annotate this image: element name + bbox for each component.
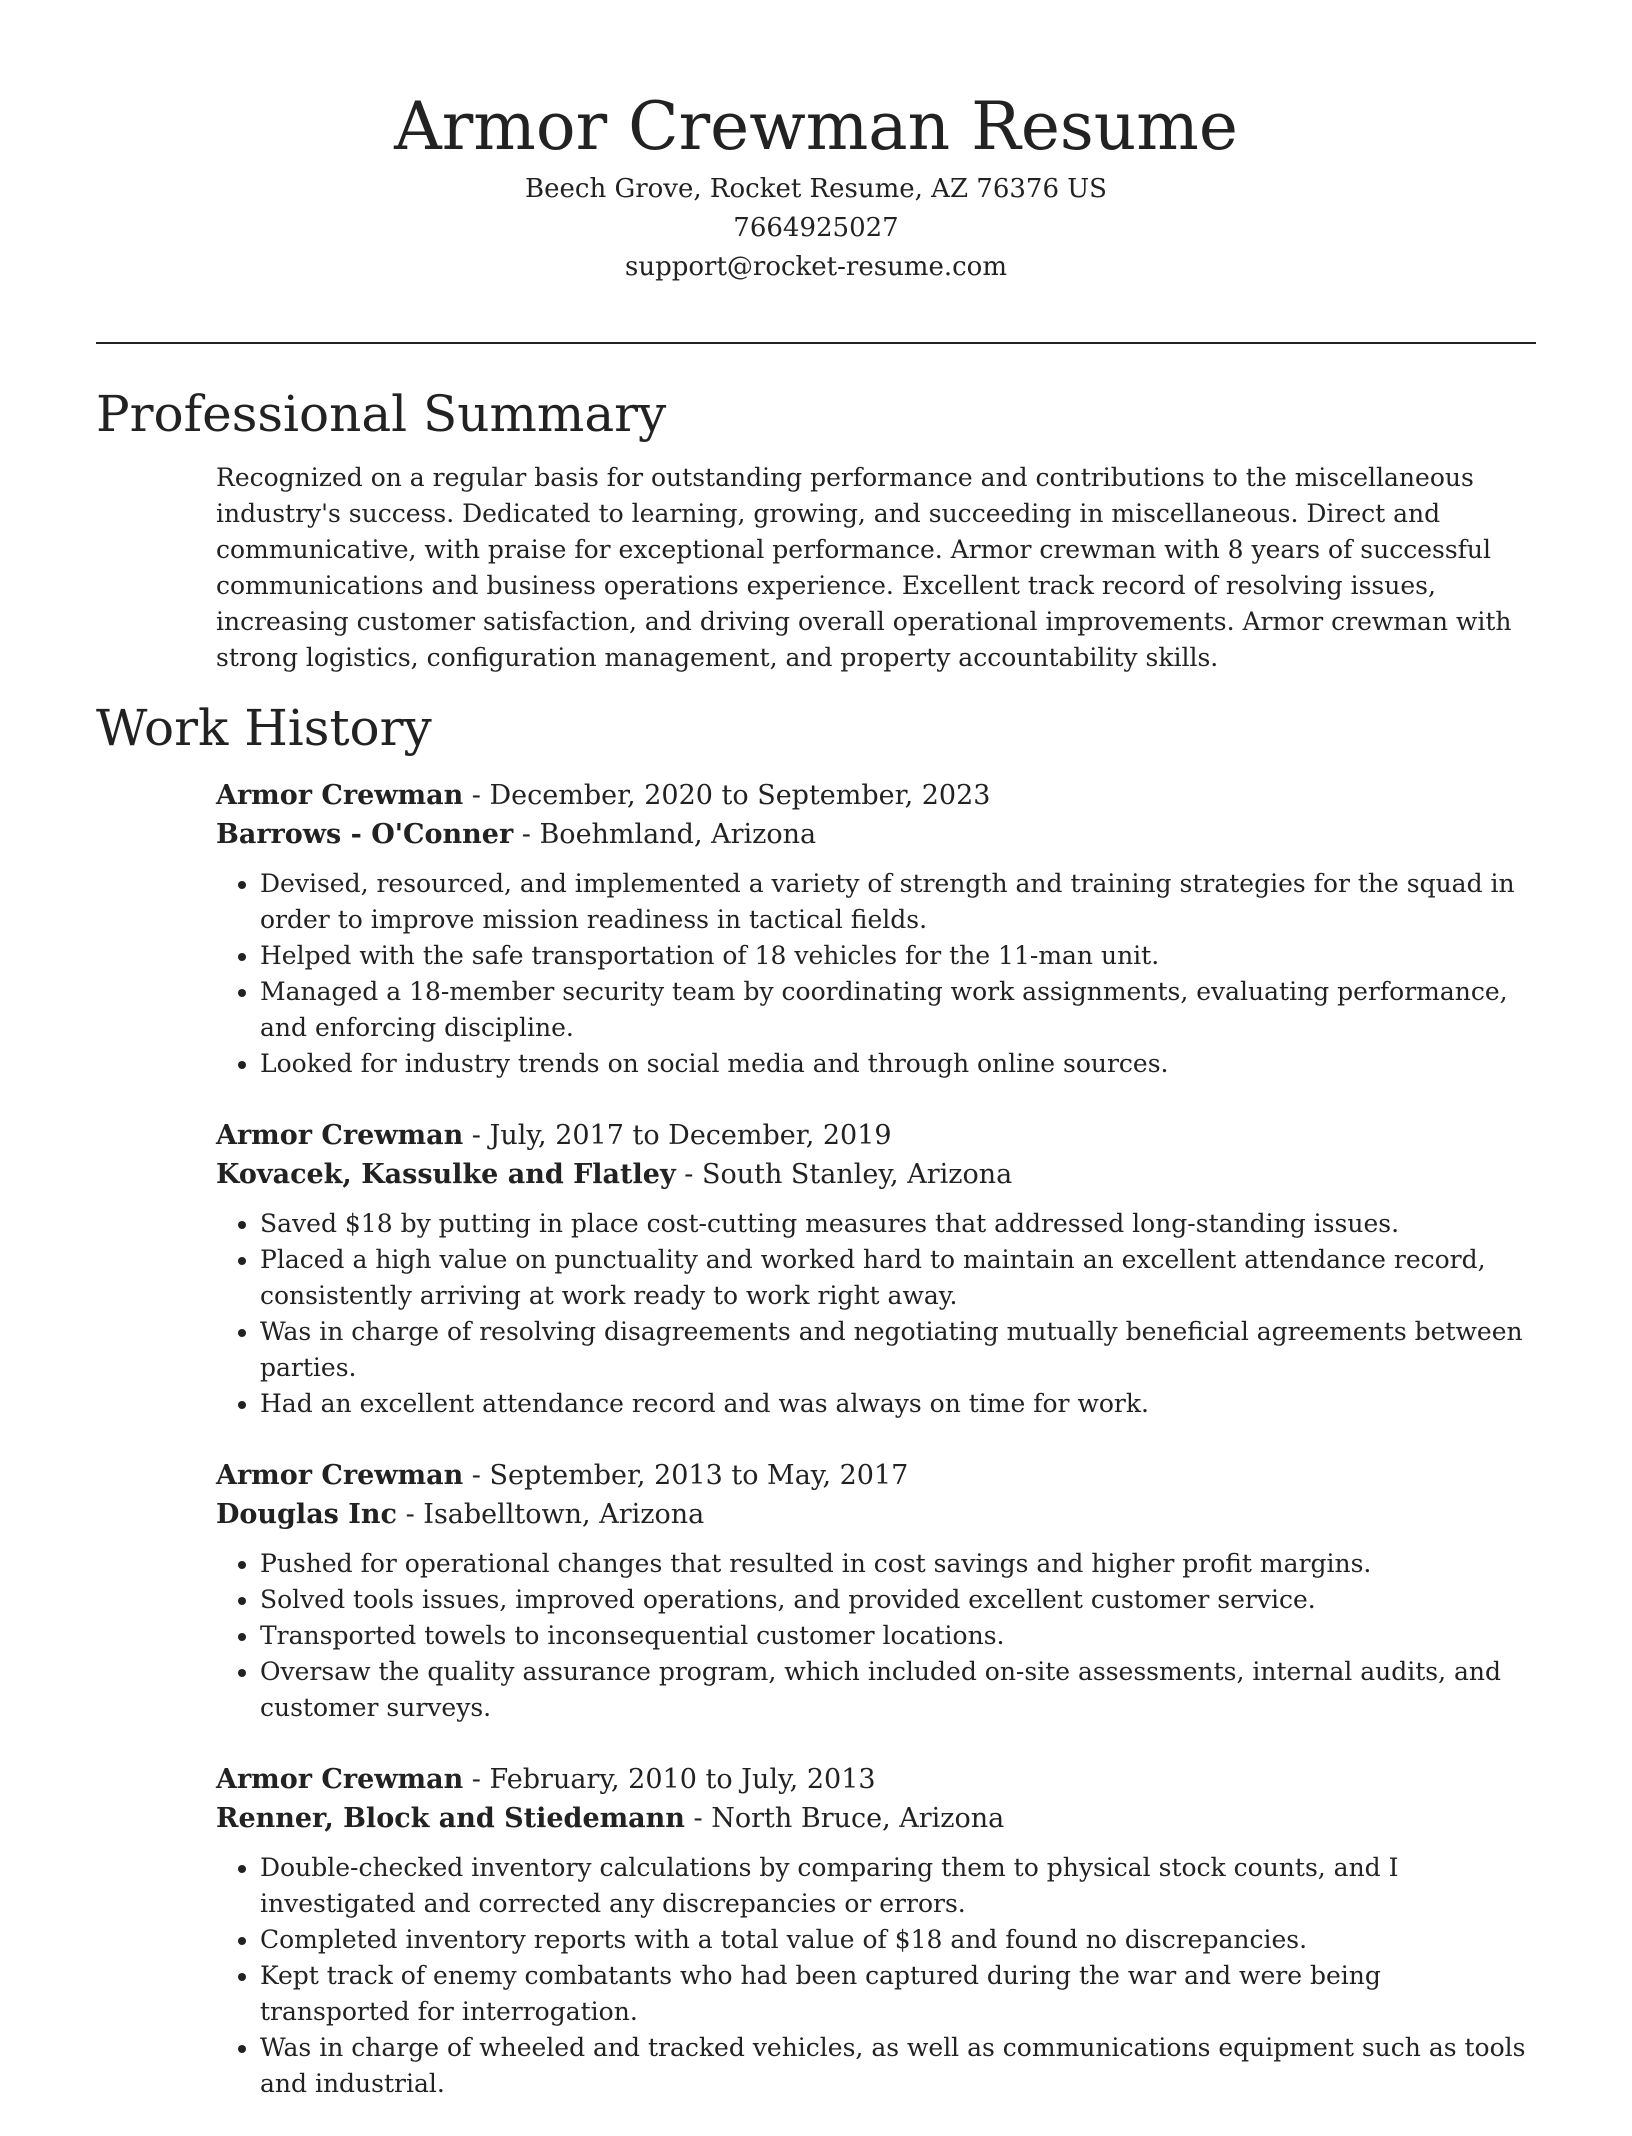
summary-section: [216, 460, 1536, 676]
job-title-line: Armor Crewman - December, 2020 to September, 2023: [216, 780, 991, 811]
job-entry: [216, 1760, 1536, 2102]
job-company-line: Barrows - O'Conner - Boehmland, Arizona: [216, 819, 817, 850]
job-bullets: [216, 1206, 1536, 1422]
header-divider: [96, 342, 1536, 344]
job-bullet: • Was in charge of wheeled and tracked vehicles, as well as communications equipment such as tools and industrial.: [260, 2030, 1536, 2102]
job-company-line: Kovacek, Kassulke and Flatley - South Stanley, Arizona: [216, 1159, 1013, 1190]
job-dates: February, 2010 to July, 2013: [489, 1764, 876, 1795]
job-bullets: [216, 1850, 1536, 2102]
job-location: Isabelltown, Arizona: [423, 1499, 705, 1530]
job-bullet: • Solved tools issues, improved operations, and provided excellent customer service.: [260, 1582, 1536, 1618]
job-title: Armor Crewman: [216, 1764, 464, 1795]
job-bullet: • Oversaw the quality assurance program, which included on-site assessments, internal audits, and customer surveys.: [260, 1654, 1536, 1726]
resume-content: [96, 380, 1536, 2136]
job-bullet: • Completed inventory reports with a total value of $18 and found no discrepancies.: [260, 1922, 1536, 1958]
job-bullet: • Transported towels to inconsequential customer locations.: [260, 1618, 1536, 1654]
job-dates: July, 2017 to December, 2019: [489, 1120, 892, 1151]
job-location: Boehmland, Arizona: [539, 819, 817, 850]
job-company: Renner, Block and Stiedemann: [216, 1803, 685, 1834]
job-company-line: Douglas Inc - Isabelltown, Arizona: [216, 1499, 705, 1530]
contact-address: Beech Grove, Rocket Resume, AZ 76376 US: [525, 174, 1107, 204]
work-history-heading: Work History: [96, 699, 432, 757]
job-bullet: • Saved $18 by putting in place cost-cutting measures that addressed long-standing issues.: [260, 1206, 1536, 1242]
job-location: North Bruce, Arizona: [711, 1803, 1005, 1834]
contact-email: support@rocket-resume.com: [624, 252, 1007, 282]
job-bullet: • Looked for industry trends on social media and through online sources.: [260, 1046, 1536, 1082]
job-bullet: • Was in charge of resolving disagreements and negotiating mutually beneficial agreements between parties.: [260, 1314, 1536, 1386]
job-entry: [216, 1116, 1536, 1422]
job-bullets: [216, 866, 1536, 1082]
job-title: Armor Crewman: [216, 780, 464, 811]
job-company: Kovacek, Kassulke and Flatley: [216, 1159, 676, 1190]
resume-title: Armor Crewman Resume: [394, 88, 1238, 165]
job-bullet: • Kept track of enemy combatants who had been captured during the war and were being transported for interrogation.: [260, 1958, 1536, 2030]
job-bullet: • Pushed for operational changes that resulted in cost savings and higher profit margins.: [260, 1546, 1536, 1582]
job-company-line: Renner, Block and Stiedemann - North Bruce, Arizona: [216, 1803, 1005, 1834]
summary-heading: Professional Summary: [96, 385, 667, 443]
job-company: Barrows - O'Conner: [216, 819, 514, 850]
job-company: Douglas Inc: [216, 1499, 397, 1530]
job-title: Armor Crewman: [216, 1120, 464, 1151]
contact-phone: 7664925027: [733, 213, 899, 243]
job-bullet: • Devised, resourced, and implemented a variety of strength and training strategies for the squad in order to improve mission readiness in tactical fields.: [260, 866, 1536, 938]
job-entry: [216, 1456, 1536, 1726]
job-bullet: • Placed a high value on punctuality and worked hard to maintain an excellent attendance record, consistently arriving at work ready to work right away.: [260, 1242, 1536, 1314]
summary-text: Recognized on a regular basis for outstanding performance and contributions to the miscellaneous industry's success. Dedicated to learning, growing, and succeeding in miscellaneous. Direct and communicative, with praise for exceptional performance. Armor crewman with 8 years of successful communications and business operations experience. Excellent track record of resolving issues, increasing customer satisfaction, and driving overall operational improvements. Armor crewman with strong logistics, configuration management, and property accountability skills.: [216, 463, 1512, 672]
job-dates: December, 2020 to September, 2023: [489, 780, 991, 811]
job-title: Armor Crewman: [216, 1460, 464, 1491]
job-bullet: • Managed a 18-member security team by coordinating work assignments, evaluating performance, and enforcing discipline.: [260, 974, 1536, 1046]
job-bullet: • Double-checked inventory calculations by comparing them to physical stock counts, and I investigated and corrected any discrepancies or errors.: [260, 1850, 1536, 1922]
job-title-line: Armor Crewman - September, 2013 to May, 2017: [216, 1460, 909, 1491]
job-title-line: Armor Crewman - February, 2010 to July, 2013: [216, 1764, 876, 1795]
job-bullet: • Had an excellent attendance record and was always on time for work.: [260, 1386, 1536, 1422]
job-dates: September, 2013 to May, 2017: [489, 1460, 909, 1491]
job-bullet: • Helped with the safe transportation of 18 vehicles for the 11-man unit.: [260, 938, 1536, 974]
job-entry: [216, 776, 1536, 1082]
job-bullets: [216, 1546, 1536, 1726]
resume-header: [96, 84, 1536, 287]
job-location: South Stanley, Arizona: [701, 1159, 1013, 1190]
work-history-section: [216, 776, 1536, 2102]
job-title-line: Armor Crewman - July, 2017 to December, 2019: [216, 1120, 892, 1151]
